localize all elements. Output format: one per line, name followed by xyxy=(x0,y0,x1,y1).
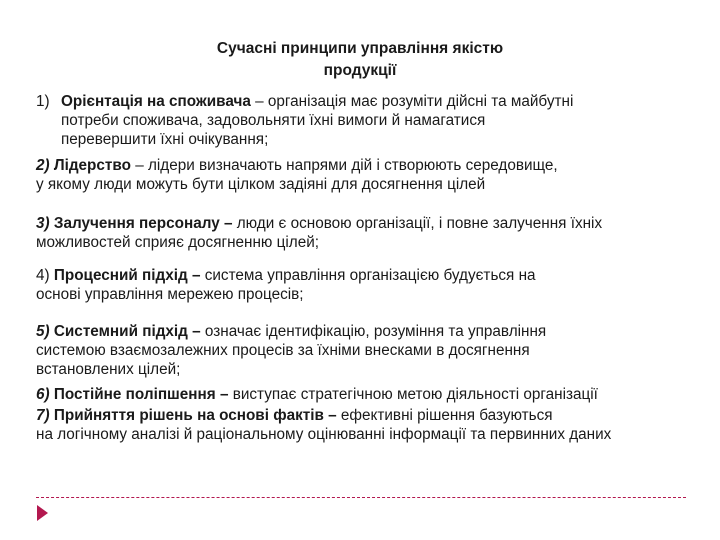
principle-text: основі управління мережею процесів; xyxy=(36,286,304,303)
principle-text: виступає стратегічною метою діяльності організації xyxy=(228,386,598,403)
principle-text: перевершити їхні очікування; xyxy=(61,131,269,148)
principle-text: встановлених цілей; xyxy=(36,361,181,378)
principle-4 xyxy=(36,266,716,304)
principle-number: 3) xyxy=(36,215,50,232)
principle-name: Орієнтація на споживача xyxy=(61,93,251,110)
principle-text: означає ідентифікацію, розуміння та управління xyxy=(200,323,547,340)
principle-3 xyxy=(36,214,716,252)
principle-name: Процесний підхід – xyxy=(53,267,201,284)
principle-name: Прийняття рішень на основі фактів – xyxy=(53,407,337,424)
principle-number: 6) xyxy=(36,386,50,403)
principle-text: можливостей сприяє досягненню цілей; xyxy=(36,234,320,251)
principle-6 xyxy=(36,385,716,404)
principle-1 xyxy=(36,92,720,149)
principle-name: Лідерство xyxy=(53,157,131,174)
principle-text: організація має розуміти дійсні та майбутні xyxy=(267,93,574,110)
principle-7 xyxy=(36,406,716,444)
principle-text: у якому люди можуть бути цілком задіяні для досягнення цілей xyxy=(36,176,486,193)
principle-text: ефективні рішення базуються xyxy=(336,407,553,424)
principle-number: 2) xyxy=(36,157,50,174)
principle-name: Постійне поліпшення – xyxy=(53,386,229,403)
principle-separator: – xyxy=(130,157,148,174)
title-line-2: продукції xyxy=(323,62,397,79)
principle-number: 1) xyxy=(36,93,50,110)
principle-name: Залучення персоналу – xyxy=(53,215,233,232)
principle-text: система управління організацією будується на xyxy=(200,267,536,284)
principle-2 xyxy=(36,156,716,194)
principle-text: люди є основою організації, і повне залучення їхніх xyxy=(232,215,603,232)
principle-number: 7) xyxy=(36,407,50,424)
triangle-right-icon xyxy=(37,505,48,521)
principle-text: на логічному аналізі й раціональному оцінюванні інформації та первинних даних xyxy=(36,426,612,443)
principle-name: Системний підхід – xyxy=(53,323,201,340)
slide-title xyxy=(0,38,720,82)
principle-text: лідери визначають напрями дій і створюють середовище, xyxy=(147,157,558,174)
principle-text: потреби споживача, задовольняти їхні вимоги й намагатися xyxy=(61,112,486,129)
principle-text: системою взаємозалежних процесів за їхніми внесками в досягнення xyxy=(36,342,530,359)
footer-divider xyxy=(36,497,686,498)
principle-number: 5) xyxy=(36,323,50,340)
principle-separator: – xyxy=(250,93,268,110)
title-line-1: Сучасні принципи управління якістю xyxy=(216,40,504,57)
principle-number: 4) xyxy=(36,267,50,284)
principle-5 xyxy=(36,322,716,379)
